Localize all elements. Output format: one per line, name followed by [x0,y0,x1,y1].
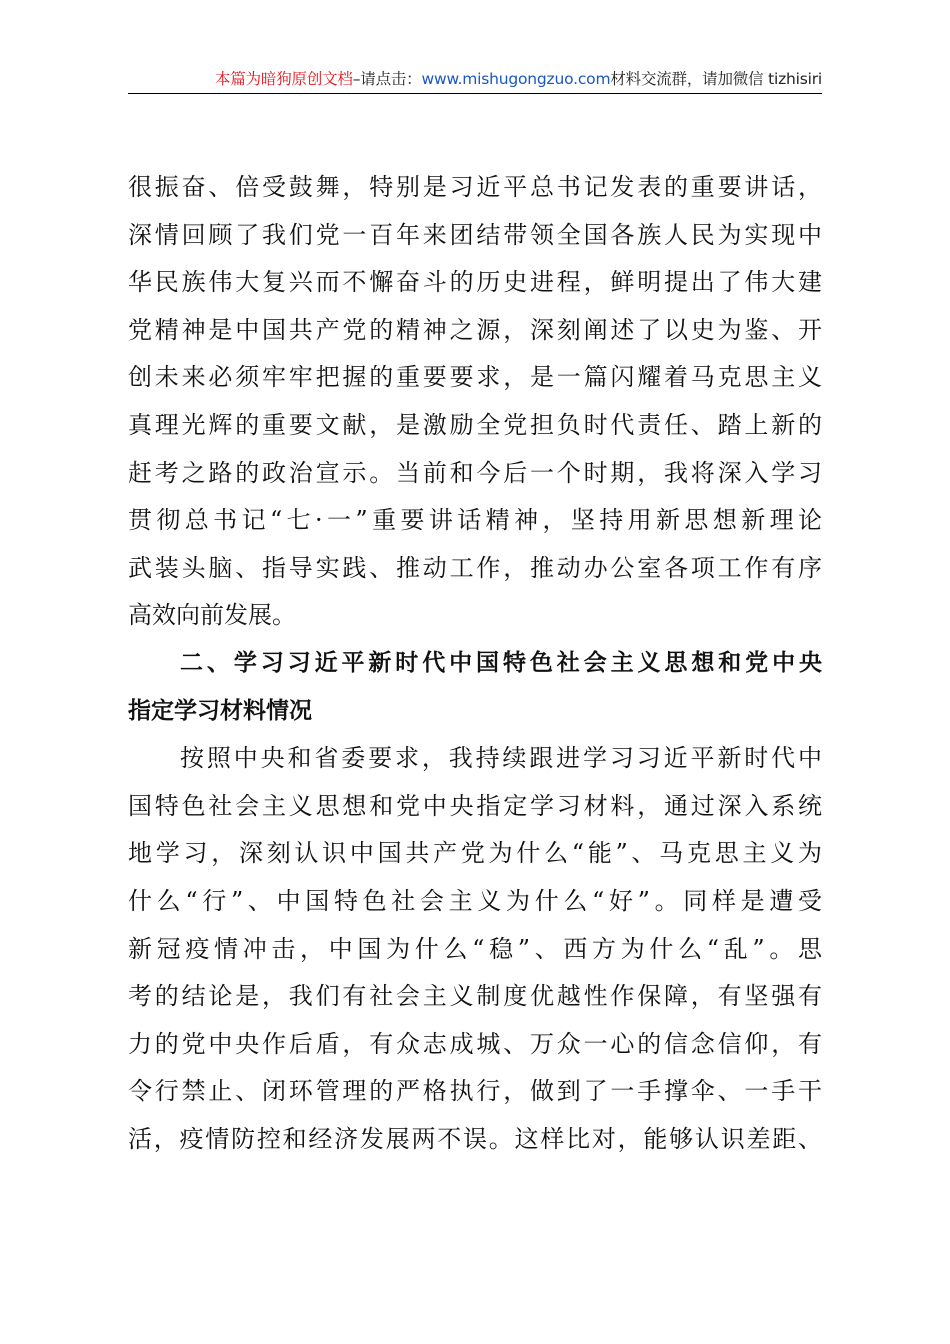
document-body [128,164,822,1163]
heading-line: 指定学习材料情况 [128,697,312,724]
paragraph-2 [128,735,822,1163]
text-line: 国特色社会主义思想和党中央指定学习材料，通过深入系统 [128,791,822,820]
text-line: 什么“行”、中国特色社会主义为什么“好”。同样是遭受 [128,886,822,915]
text-line: 活，疫情防控和经济发展两不误。这样比对，能够认识差距、 [128,1124,822,1153]
page-header [128,66,822,92]
text-line: 真理光辉的重要文献，是激励全党担负时代责任、踏上新的 [128,410,822,439]
header-brand: 本篇为暗狗原创文档 [215,70,353,88]
text-line: 令行禁止、闭环管理的严格执行，做到了一手撑伞、一手干 [128,1077,822,1106]
text-line: 党精神是中国共产党的精神之源，深刻阐述了以史为鉴、开 [128,315,822,344]
header-contact: 材料交流群，请加微信 tizhisiri [610,70,822,88]
text-line: 贯彻总书记“七·一”重要讲话精神，坚持用新思想新理论 [128,506,822,535]
text-line: 很振奋、倍受鼓舞，特别是习近平总书记发表的重要讲话， [128,173,822,201]
text-line: 地学习，深刻认识中国共产党为什么“能”、马克思主义为 [128,839,822,868]
paragraph-1 [128,164,822,640]
text-line: 武装头脑、指导实践、推动工作，推动办公室各项工作有序 [128,553,822,582]
text-line: 深情回顾了我们党一百年来团结带领全国各族人民为实现中 [128,220,822,249]
text-line: 创未来必须牢牢把握的重要要求，是一篇闪耀着马克思主义 [128,363,822,392]
heading-line: 二、学习习近平新时代中国特色社会主义思想和党中央 [180,649,822,676]
text-line: 按照中央和省委要求，我持续跟进学习习近平新时代中 [180,744,822,773]
text-line: 考的结论是，我们有社会主义制度优越性作保障，有坚强有 [128,982,822,1011]
header-divider [128,93,822,94]
text-line: 高效向前发展。 [128,601,296,630]
text-line: 力的党中央作后盾，有众志成城、万众一心的信念信仰，有 [128,1029,822,1058]
text-line: 赶考之路的政治宣示。当前和今后一个时期，我将深入学习 [128,458,822,487]
text-line: 华民族伟大复兴而不懈奋斗的历史进程，鲜明提出了伟大建 [128,268,822,297]
header-prompt: –请点击： [352,70,422,88]
header-url-link[interactable]: www.mishugongzuo.com [421,70,611,88]
section-2-heading [128,640,822,735]
text-line: 新冠疫情冲击，中国为什么“稳”、西方为什么“乱”。思 [128,934,822,963]
